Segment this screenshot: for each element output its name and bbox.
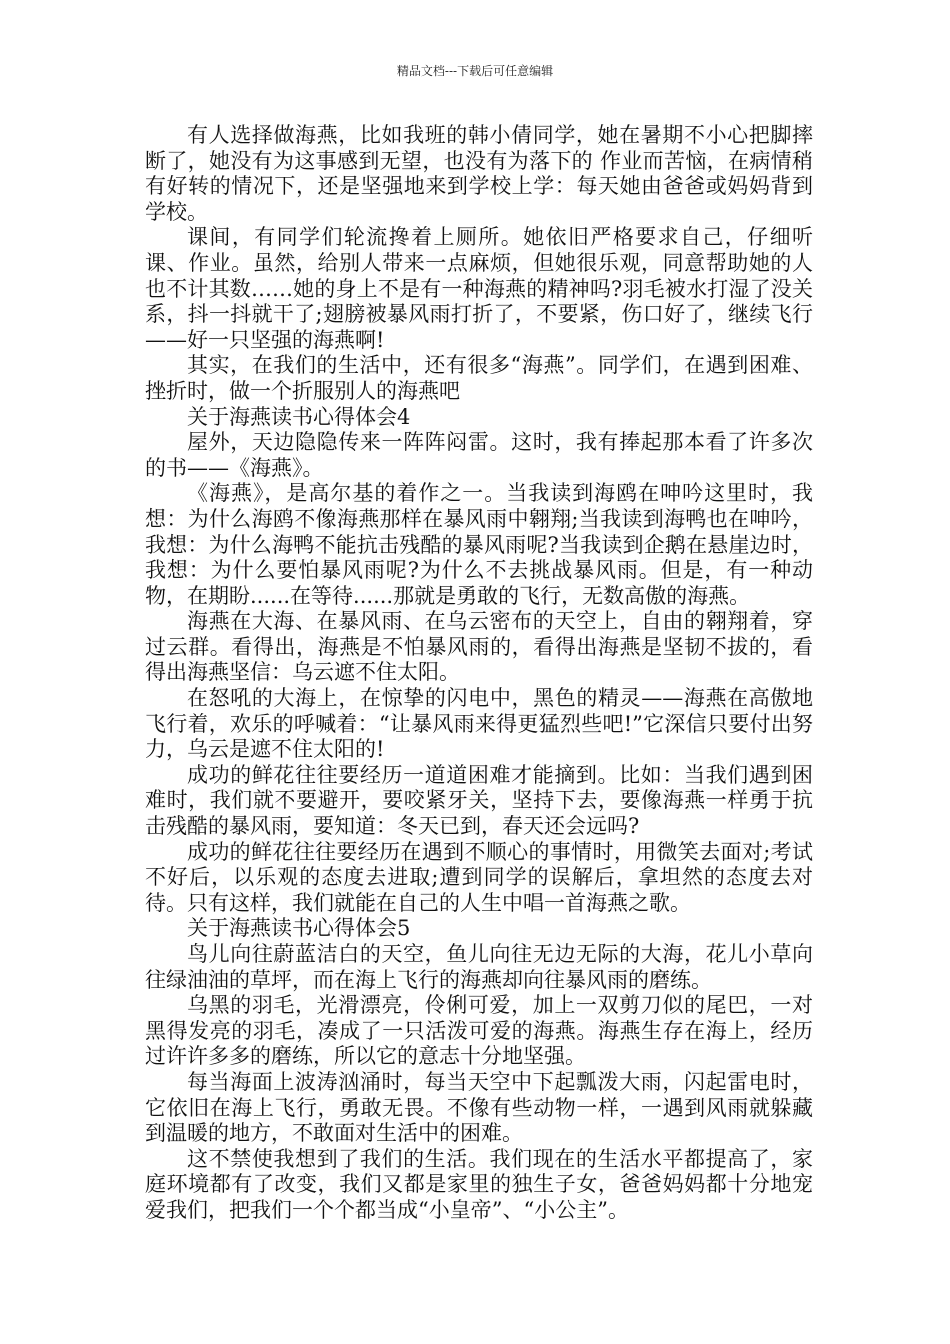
paragraph: 在怒吼的大海上，在惊挚的闪电中，黑色的精灵——海燕在高傲地飞行着，欢乐的呼喊着：“让暴风雨来得更猛烈些吧!”它深信只要付出努力，乌云是遮不住太阳的!	[145, 686, 813, 762]
section-heading: 关于海燕读书心得体会5	[187, 916, 411, 941]
paragraph: 鸟儿向往蔚蓝洁白的天空，鱼儿向往无边无际的大海，花儿小草向往绿油油的草坪，而在海上飞行的海燕却向往暴风雨的磨练。	[145, 942, 813, 992]
paragraph: 海燕在大海、在暴风雨、在乌云密布的天空上，自由的翱翔着，穿过云群。看得出，海燕是不怕暴风雨的，看得出海燕是坚韧不拔的，看得出海燕坚信：乌云遮不住太阳。	[145, 609, 813, 685]
paragraph: 成功的鲜花往往要经历一道道困难才能摘到。比如：当我们遇到困难时，我们就不要避开，要咬紧牙关，坚持下去，要像海燕一样勇于抗击残酷的暴风雨，要知道：冬天已到，春天还会远吗?	[145, 762, 813, 839]
paragraph: 《海燕》，是高尔基的着作之一。当我读到海鸥在呻吟这里时，我想：为什么海鸥不像海燕那样在暴风雨中翱翔;当我读到海鸭也在呻吟，我想：为什么海鸭不能抗击残酷的暴风雨呢?当我读到企鹅在悬崖边时，我想：为什么要怕暴风雨呢?为什么不去挑战暴风雨。但是，有一种动物，在期盼......在等待......那就是勇敢的飞行，无数高傲的海燕。	[145, 481, 813, 608]
paragraph: 这不禁使我想到了我们的生活。我们现在的生活水平都提高了，家庭环境都有了改变，我们又都是家里的独生子女，爸爸妈妈都十分地宠爱我们，把我们一个个都当成“小皇帝”、“小公主”。	[145, 1146, 813, 1222]
paragraph: 每当海面上波涛汹涌时，每当天空中下起瓢泼大雨，闪起雷电时，它依旧在海上飞行，勇敢无畏。不像有些动物一样，一遇到风雨就躲藏到温暖的地方，不敢面对生活中的困难。	[145, 1069, 813, 1146]
document-body	[145, 123, 813, 1224]
paragraph: 屋外，天边隐隐传来一阵阵闷雷。这时，我有捧起那本看了许多次的书——《海燕》。	[145, 430, 813, 480]
paragraph: 课间，有同学们轮流搀着上厕所。她依旧严格要求自己，仔细听课、作业。虽然，给别人带来一点麻烦，但她很乐观，同意帮助她的人也不计其数……她的身上不是有一种海燕的精神吗?羽毛被水打湿了没关系，抖一抖就干了;翅膀被暴风雨打折了，不要紧，伤口好了，继续飞行——好一只坚强的海燕啊!	[145, 225, 813, 352]
page-header: 精品文档---下载后可任意编辑	[396, 64, 554, 78]
paragraph: 有人选择做海燕，比如我班的韩小倩同学，她在暑期不小心把脚摔断了，她没有为这事感到无望，也没有为落下的 作业而苦恼，在病情稍有好转的情况下，还是坚强地来到学校上学：每天她由爸爸或妈妈背到学校。	[145, 123, 813, 224]
paragraph: 其实，在我们的生活中，还有很多“海燕”。同学们，在遇到困难、挫折时，做一个折服别人的海燕吧	[145, 353, 813, 403]
paragraph: 乌黑的羽毛，光滑漂亮，伶俐可爱，加上一双剪刀似的尾巴，一对黑得发亮的羽毛，凑成了一只活泼可爱的海燕。海燕生存在海上，经历过许许多多的磨练，所以它的意志十分地坚强。	[145, 993, 813, 1069]
paragraph: 成功的鲜花往往要经历在遇到不顺心的事情时，用微笑去面对;考试不好后，以乐观的态度去进取;遭到同学的误解后，拿坦然的态度去对待。只有这样，我们就能在自己的人生中唱一首海燕之歌。	[145, 839, 813, 915]
section-heading: 关于海燕读书心得体会4	[187, 404, 411, 429]
